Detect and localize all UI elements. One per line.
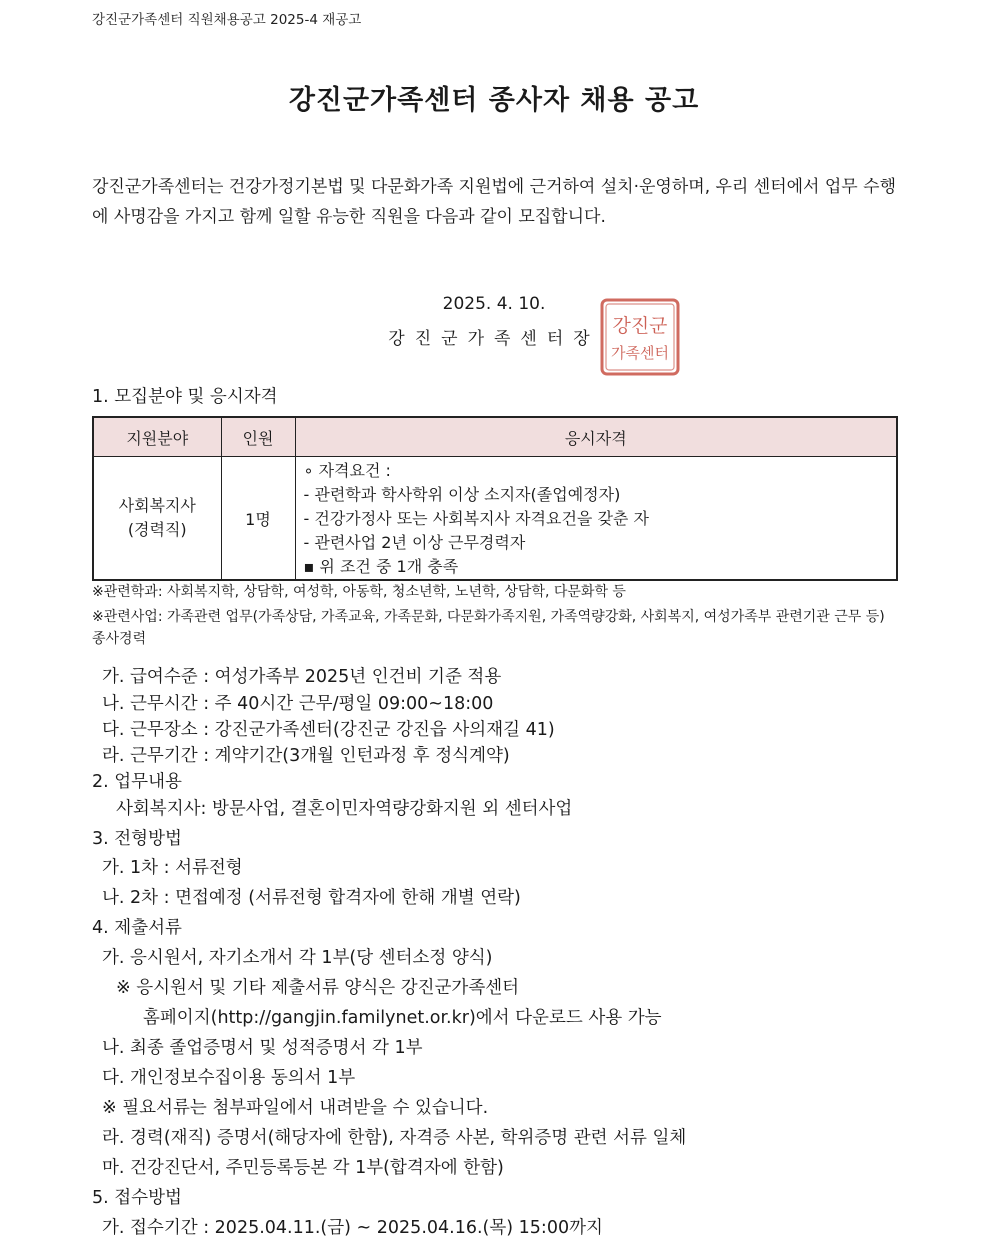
document-item: 가. 응시원서, 자기소개서 각 1부(당 센터소정 양식) xyxy=(102,948,493,968)
intro-paragraph xyxy=(92,172,896,232)
field-name: 사회복지사 xyxy=(118,496,196,515)
section3-heading: 3. 전형방법 xyxy=(92,829,182,849)
intro-text: 강진군가족센터는 건강가정기본법 및 다문화가족 지원법에 근거하여 설치·운영하며, 우리 센터에서 업무 수행에 사명감을 가지고 함께 일할 유능한 직원을 다음과 같이 모집합니다. xyxy=(92,177,896,227)
note-related-majors: ※관련학과: 사회복지학, 상담학, 여성학, 아동학, 청소년학, 노년학, 상담학, 다문화학 등 xyxy=(92,584,626,600)
application-period: 가. 접수기간 : 2025.04.11.(금) ~ 2025.04.16.(목) 15:00까지 xyxy=(102,1218,603,1238)
field-cell xyxy=(93,457,221,581)
qualification-line: - 관련학과 학사학위 이상 소지자(졸업예정자) xyxy=(303,485,621,504)
duty-description: 사회복지사: 방문사업, 결혼이민자역량강화지원 외 센터사업 xyxy=(116,799,573,819)
qualification-line: ∘ 자격요건 : xyxy=(303,461,391,480)
seal-text-line2: 가족센터 xyxy=(611,344,669,362)
table-header-row xyxy=(93,417,897,457)
qualification-line: - 관련사업 2년 이상 근무경력자 xyxy=(303,533,526,552)
info-item-salary: 가. 급여수준 : 여성가족부 2025년 인건비 기준 적용 xyxy=(102,667,502,687)
note-related-work: ※관련사업: 가족관련 업무(가족상담, 가족교육, 가족문화, 다문화가족지원, 가족역량강화, 사회복지, 여성가족부 관련기관 근무 등) 종사경력 xyxy=(92,609,885,647)
qualification-line: ▪ 위 조건 중 1개 충족 xyxy=(303,557,459,576)
qualification-cell xyxy=(295,457,897,581)
info-item-hours: 나. 근무시간 : 주 40시간 근무/평일 09:00~18:00 xyxy=(102,694,494,714)
signer-name: 강진군가족센터장 xyxy=(388,329,600,349)
official-seal-icon xyxy=(598,296,682,378)
section5-heading: 5. 접수방법 xyxy=(92,1188,182,1208)
selection-step-1: 가. 1차 : 서류전형 xyxy=(102,858,243,878)
section4-heading: 4. 제출서류 xyxy=(92,918,182,938)
selection-step-2: 나. 2차 : 면접예정 (서류전형 합격자에 한해 개별 연락) xyxy=(102,888,521,908)
document-item: 마. 건강진단서, 주민등록등본 각 1부(합격자에 한함) xyxy=(102,1158,504,1178)
section2-heading: 2. 업무내용 xyxy=(92,772,182,792)
document-note: ※ 필요서류는 첨부파일에서 내려받을 수 있습니다. xyxy=(102,1098,489,1118)
section1-heading: 1. 모집분야 및 응시자격 xyxy=(92,387,278,407)
table-header-count: 인원 xyxy=(221,417,295,457)
document-note: ※ 응시원서 및 기타 제출서류 양식은 강진군가족센터 xyxy=(116,978,520,998)
info-item-location: 다. 근무장소 : 강진군가족센터(강진군 강진읍 사의재길 41) xyxy=(102,720,555,740)
table-row xyxy=(93,457,897,581)
count-cell: 1명 xyxy=(221,457,295,581)
qualification-line: - 건강가정사 또는 사회복지사 자격요건을 갖춘 자 xyxy=(303,509,649,528)
notice-date: 2025. 4. 10. xyxy=(442,294,546,314)
seal-text-line1: 강진군 xyxy=(612,315,668,337)
table-header-field: 지원분야 xyxy=(93,417,221,457)
header-note: 강진군가족센터 직원채용공고 2025-4 재공고 xyxy=(92,12,362,28)
page-title: 강진군가족센터 종사자 채용 공고 xyxy=(288,85,700,116)
qualification-table xyxy=(92,416,898,581)
document-note-url: 홈페이지(http://gangjin.familynet.or.kr)에서 다운로드 사용 가능 xyxy=(143,1008,662,1028)
document-item: 라. 경력(재직) 증명서(해당자에 한함), 자격증 사본, 학위증명 관련 서류 일체 xyxy=(102,1128,687,1148)
field-type: (경력직) xyxy=(127,520,187,539)
info-item-period: 라. 근무기간 : 계약기간(3개월 인턴과정 후 정식계약) xyxy=(102,746,510,766)
document-item: 나. 최종 졸업증명서 및 성적증명서 각 1부 xyxy=(102,1038,423,1058)
table-header-qualification: 응시자격 xyxy=(295,417,897,457)
document-item: 다. 개인정보수집이용 동의서 1부 xyxy=(102,1068,356,1088)
